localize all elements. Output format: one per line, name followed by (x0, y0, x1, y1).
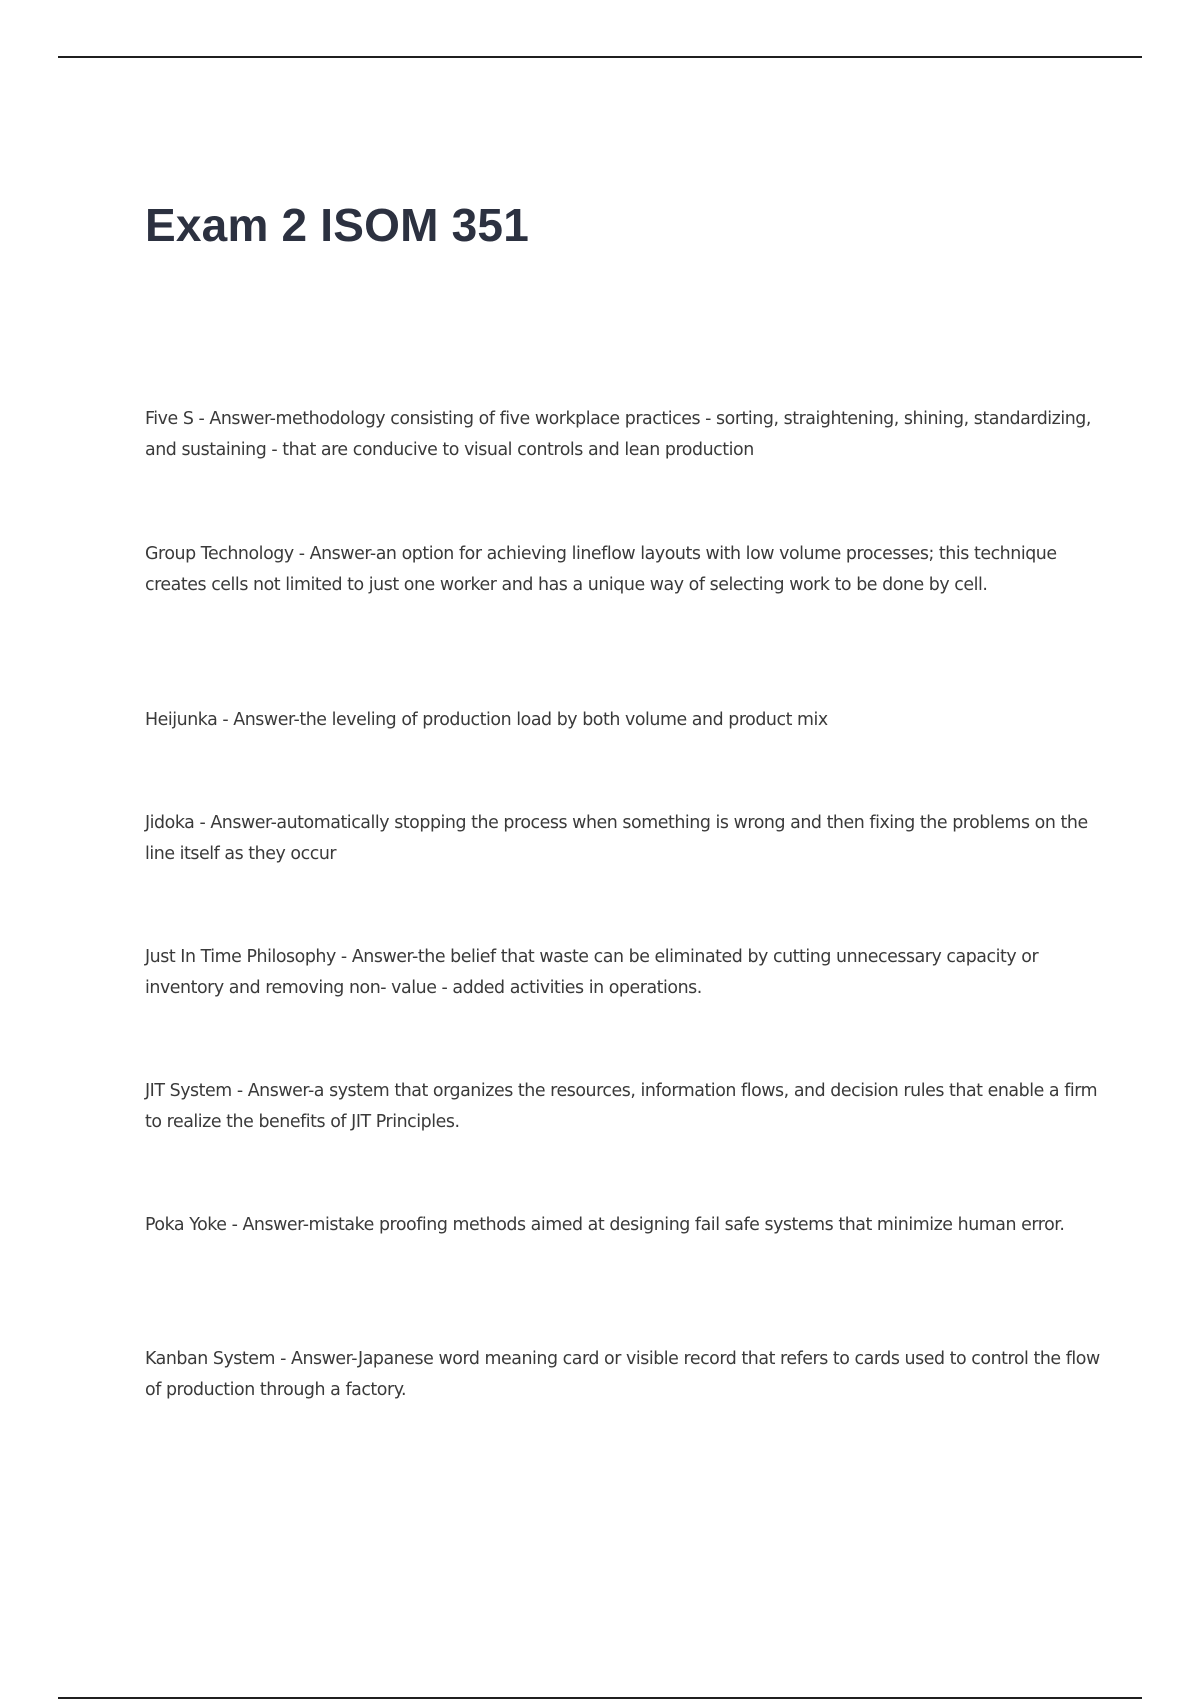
bottom-rule (58, 1697, 1142, 1699)
flashcard-entry-five-s: Five S - Answer-methodology consisting of five workplace practices - sorting, straightening, shining, standardizing, and sustaining - that are conducive to visual controls and lean production (145, 409, 1091, 460)
flashcard-entry-jidoka: Jidoka - Answer-automatically stopping the process when something is wrong and then fixing the problems on the line itself as they occur (145, 813, 1088, 864)
flashcard-entry-jit-system: JIT System - Answer-a system that organizes the resources, information flows, and decision rules that enable a firm to realize the benefits of JIT Principles. (145, 1081, 1098, 1132)
flashcard-entry-kanban-system: Kanban System - Answer-Japanese word meaning card or visible record that refers to cards used to control the flow of production through a factory. (145, 1349, 1100, 1400)
flashcard-entry-poka-yoke: Poka Yoke - Answer-mistake proofing methods aimed at designing fail safe systems that minimize human error. (145, 1215, 1065, 1235)
document-title: Exam 2 ISOM 351 (145, 199, 529, 251)
flashcard-entry-group-technology: Group Technology - Answer-an option for achieving lineflow layouts with low volume processes; this technique creates cells not limited to just one worker and has a unique way of selecting work to be done by cell. (145, 544, 1057, 595)
flashcard-entry-heijunka: Heijunka - Answer-the leveling of production load by both volume and product mix (145, 710, 828, 730)
flashcard-entry-just-in-time: Just In Time Philosophy - Answer-the belief that waste can be eliminated by cutting unnecessary capacity or inventory and removing non- value - added activities in operations. (145, 947, 1039, 998)
top-rule (58, 56, 1142, 58)
